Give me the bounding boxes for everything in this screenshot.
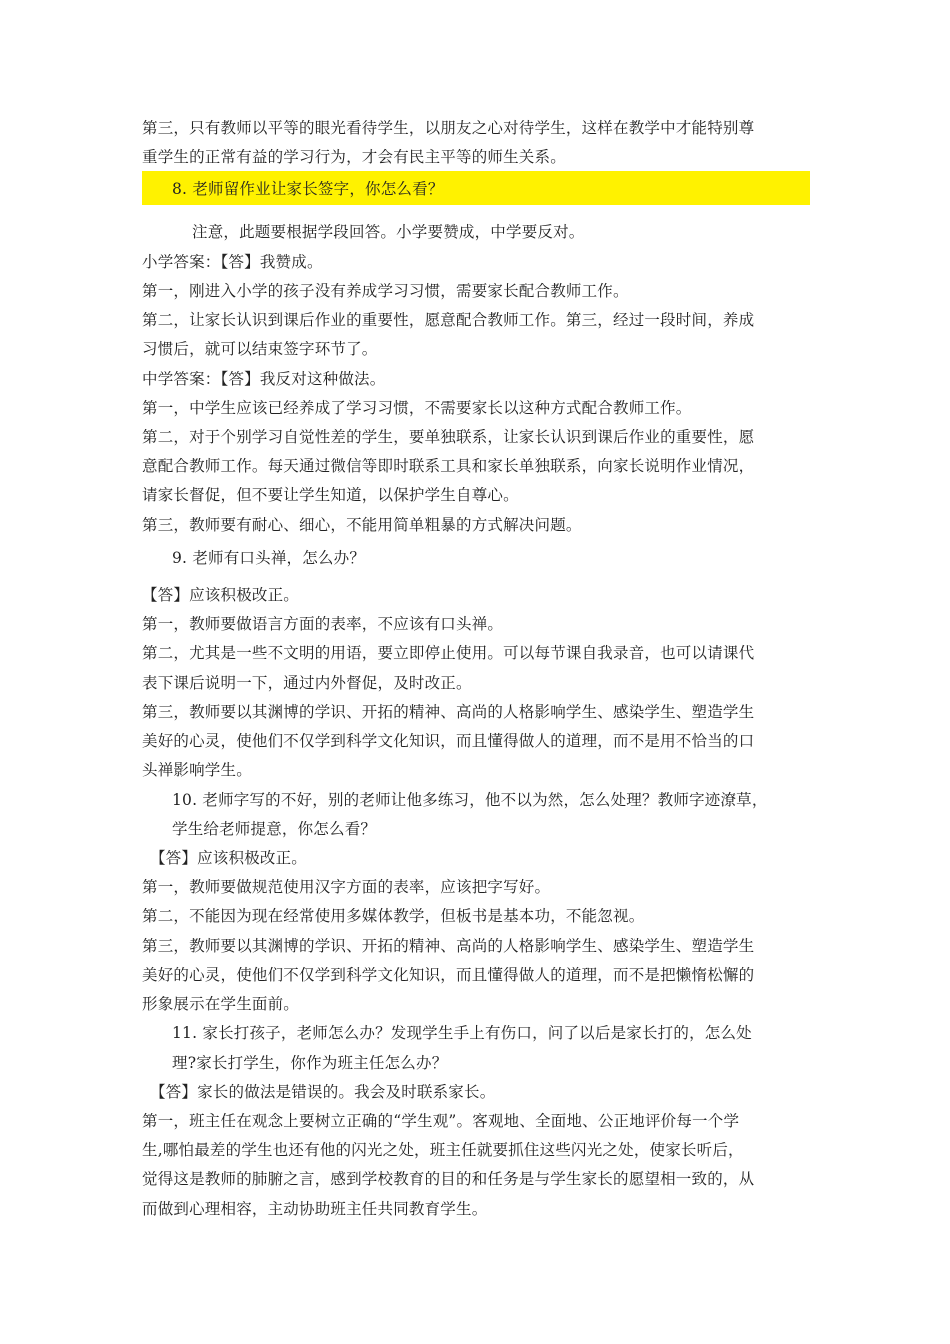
paragraph-line: 而做到心理相容，主动协助班主任共同教育学生。	[142, 1200, 488, 1218]
paragraph-line: 意配合教师工作。每天通过微信等即时联系工具和家长单独联系，向家长说明作业情况，	[142, 457, 755, 475]
paragraph-line: 第三，只有教师以平等的眼光看待学生，以朋友之心对待学生，这样在教学中才能特别尊	[142, 119, 755, 137]
paragraph-line: 第一，教师要做语言方面的表率，不应该有口头禅。	[142, 615, 504, 633]
question-9-heading: 9. 老师有口头禅，怎么办？	[172, 549, 366, 567]
paragraph-line: 美好的心灵，使他们不仅学到科学文化知识，而且懂得做人的道理，而不是把懒惰松懈的	[142, 966, 755, 984]
paragraph-line: 第二，让家长认识到课后作业的重要性，愿意配合教师工作。第三，经过一段时间，养成	[142, 311, 755, 329]
paragraph-line: 生,哪怕最差的学生也还有他的闪光之处，班主任就要抓住这些闪光之处，使家长听后，	[142, 1141, 744, 1159]
paragraph-line: 表下课后说明一下，通过内外督促，及时改正。	[142, 674, 472, 692]
answer-label: 【答】应该积极改正。	[150, 849, 308, 867]
paragraph-line: 第一，刚进入小学的孩子没有养成学习习惯，需要家长配合教师工作。	[142, 282, 629, 300]
paragraph-line: 觉得这是教师的肺腑之言，感到学校教育的目的和任务是与学生家长的愿望相一致的，从	[142, 1170, 755, 1188]
question-11-heading: 11. 家长打孩子，老师怎么办？发现学生手上有伤口，问了以后是家长打的，怎么处	[172, 1024, 752, 1042]
answer-label: 【答】家长的做法是错误的。我会及时联系家长。	[150, 1083, 496, 1101]
paragraph-line: 第二，对于个别学习自觉性差的学生，要单独联系，让家长认识到课后作业的重要性，愿	[142, 428, 755, 446]
question-11-heading-cont: 理?家长打学生，你作为班主任怎么办？	[172, 1054, 448, 1072]
paragraph-line: 习惯后，就可以结束签字环节了。	[142, 340, 378, 358]
question-10-heading: 10. 老师字写的不好，别的老师让他多练习，他不以为然，怎么处理？教师字迹潦草，	[172, 791, 768, 809]
paragraph-line: 头禅影响学生。	[142, 761, 252, 779]
paragraph-line: 第三，教师要有耐心、细心，不能用简单粗暴的方式解决问题。	[142, 516, 582, 534]
paragraph-line: 注意，此题要根据学段回答。小学要赞成，中学要反对。	[192, 223, 585, 241]
paragraph-line: 第三，教师要以其渊博的学识、开拓的精神、高尚的人格影响学生、感染学生、塑造学生	[142, 703, 755, 721]
paragraph-line: 第一，教师要做规范使用汉字方面的表率，应该把字写好。	[142, 878, 551, 896]
paragraph-line: 第一，中学生应该已经养成了学习习惯，不需要家长以这种方式配合教师工作。	[142, 399, 692, 417]
paragraph-line: 美好的心灵，使他们不仅学到科学文化知识，而且懂得做人的道理，而不是用不恰当的口	[142, 732, 755, 750]
paragraph-line: 重学生的正常有益的学习行为，才会有民主平等的师生关系。	[142, 148, 566, 166]
paragraph-line: 第一，班主任在观念上要树立正确的“学生观”。客观地、全面地、公正地评价每一个学	[142, 1112, 740, 1130]
paragraph-line: 请家长督促，但不要让学生知道，以保护学生自尊心。	[142, 486, 519, 504]
question-10-heading-cont: 学生给老师提意，你怎么看？	[172, 820, 377, 838]
paragraph-line: 形象展示在学生面前。	[142, 995, 300, 1013]
paragraph-line: 第二，不能因为现在经常使用多媒体教学，但板书是基本功，不能忽视。	[142, 907, 645, 925]
answer-label: 小学答案：【答】我赞成。	[142, 253, 323, 271]
paragraph-line: 第二，尤其是一些不文明的用语，要立即停止使用。可以每节课自我录音，也可以请课代	[142, 644, 755, 662]
paragraph-line: 第三，教师要以其渊博的学识、开拓的精神、高尚的人格影响学生、感染学生、塑造学生	[142, 937, 755, 955]
answer-label: 中学答案：【答】我反对这种做法。	[142, 370, 386, 388]
answer-label: 【答】应该积极改正。	[142, 586, 300, 604]
question-8-heading: 8. 老师留作业让家长签字，你怎么看？	[172, 180, 444, 198]
